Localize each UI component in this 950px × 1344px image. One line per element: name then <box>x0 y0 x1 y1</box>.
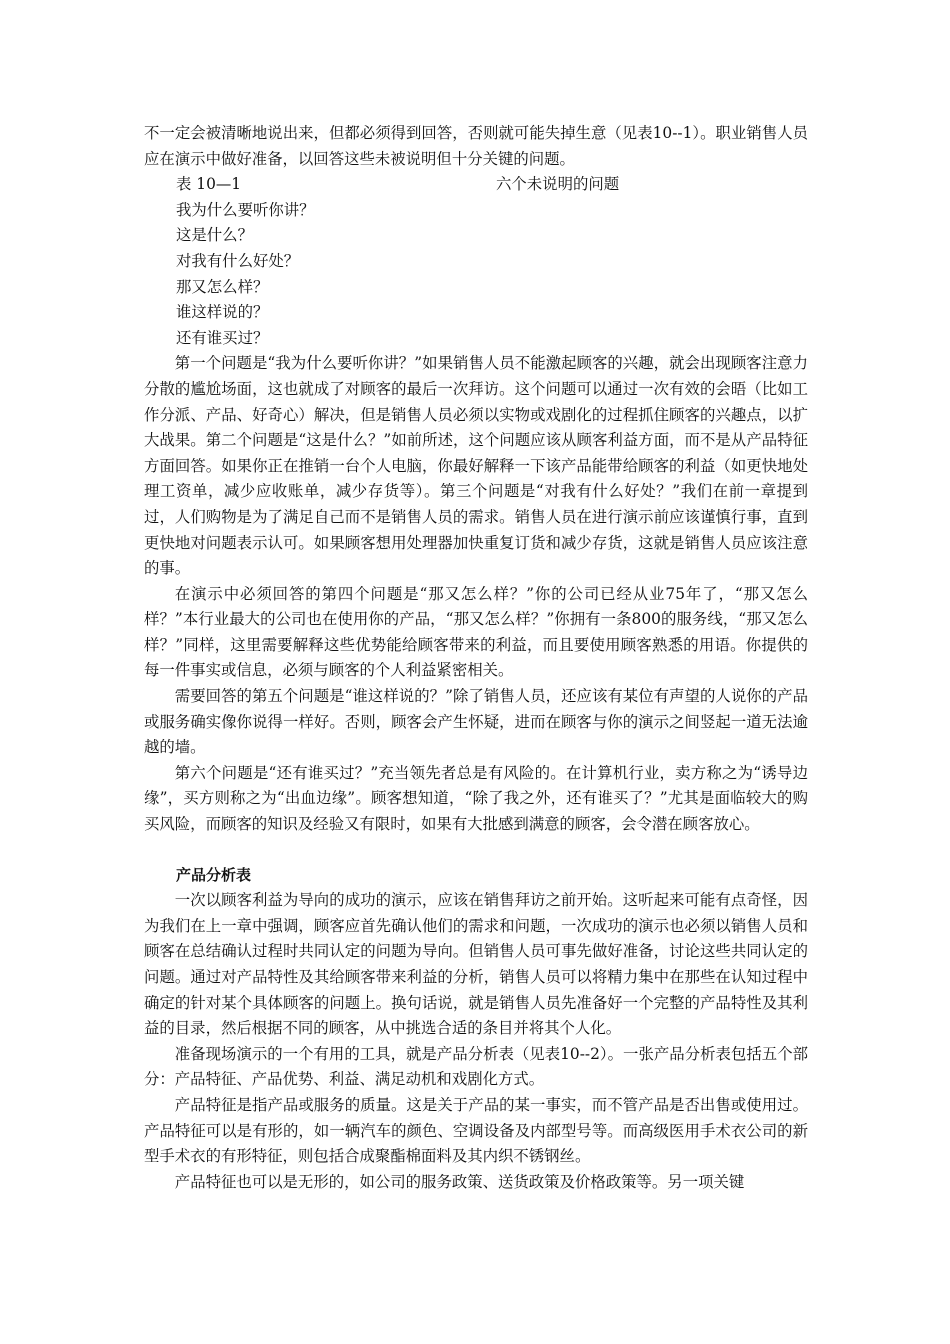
paragraph: 产品特征也可以是无形的，如公司的服务政策、送货政策及价格政策等。另一项关键 <box>174 1172 745 1191</box>
question-list <box>144 198 808 352</box>
list-item: 我为什么要听你讲？ <box>176 200 315 219</box>
table-number: 表 10—1 <box>176 175 242 194</box>
table-caption <box>144 172 808 198</box>
document-page <box>144 121 808 1195</box>
paragraph: 准备现场演示的一个有用的工具，就是产品分析表（见表10--2）。一张产品分析表包括五个部分：产品特征、产品优势、利益、满足动机和戏剧化方式。 <box>144 1044 808 1089</box>
list-item: 那又怎么样？ <box>176 277 269 296</box>
table-title: 六个未说明的问题 <box>496 175 620 194</box>
list-item: 谁这样说的？ <box>176 303 269 322</box>
section-heading: 产品分析表 <box>176 865 252 884</box>
paragraph: 需要回答的第五个问题是“谁这样说的？”除了销售人员，还应该有某位有声望的人说你的产品或服务确实像你说得一样好。否则，顾客会产生怀疑，进而在顾客与你的演示之间竖起一道无法逾越的墙。 <box>144 687 808 757</box>
paragraph: 在演示中必须回答的第四个问题是“那又怎么样？”你的公司已经从业75年了，“那又怎么样？”本行业最大的公司也在使用你的产品，“那又怎么样？”你拥有一条800的服务线，“那又怎么样？”同样，这里需要解释这些优势能给顾客带来的利益，而且要使用顾客熟悉的用语。你提供的每一件事实或信息，必须与顾客的个人利益紧密相关。 <box>144 584 808 680</box>
paragraph: 第一个问题是“我为什么要听你讲？”如果销售人员不能激起顾客的兴趣，就会出现顾客注意力分散的尴尬场面，这也就成了对顾客的最后一次拜访。这个问题可以通过一次有效的会晤（比如工作分派、产品、好奇心）解决，但是销售人员必须以实物或戏剧化的过程抓住顾客的兴趣点，以扩大战果。第二个问题是“这是什么？”如前所述，这个问题应该从顾客利益方面，而不是从产品特征方面回答。如果你正在推销一台个人电脑，你最好解释一下该产品能带给顾客的利益（如更快地处理工资单，减少应收账单，减少存货等）。第三个问题是“对我有什么好处？”我们在前一章提到过，人们购物是为了满足自己而不是销售人员的需求。销售人员在进行演示前应该谨慎行事，直到更快地对问题表示认可。如果顾客想用处理器加快重复订货和减少存货，这就是销售人员应该注意的事。 <box>144 354 808 578</box>
list-item: 这是什么？ <box>176 226 253 245</box>
paragraph: 第六个问题是“还有谁买过？”充当领先者总是有风险的。在计算机行业，卖方称之为“诱导边缘”，买方则称之为“出血边缘”。顾客想知道，“除了我之外，还有谁买了？”尤其是面临较大的购买风险，而顾客的知识及经验又有限时，如果有大批感到满意的顾客，会令潜在顾客放心。 <box>144 763 808 834</box>
list-item: 对我有什么好处？ <box>176 251 300 270</box>
list-item: 还有谁买过？ <box>176 328 269 347</box>
paragraph: 产品特征是指产品或服务的质量。这是关于产品的某一事实，而不管产品是否出售或使用过。产品特征可以是有形的，如一辆汽车的颜色、空调设备及内部型号等。而高级医用手术衣公司的新型手术衣的有形特征，则包括合成聚酯棉面料及其内织不锈钢丝。 <box>144 1095 808 1166</box>
paragraph: 一次以顾客利益为导向的成功的演示，应该在销售拜访之前开始。这听起来可能有点奇怪，因为我们在上一章中强调，顾客应首先确认他们的需求和问题，一次成功的演示也必须以销售人员和顾客在总结确认过程时共同认定的问题为导向。但销售人员可事先做好准备，讨论这些共同认定的问题。通过对产品特性及其给顾客带来利益的分析，销售人员可以将精力集中在那些在认知过程中确定的针对某个具体顾客的问题上。换句话说，就是销售人员先准备好一个完整的产品特性及其利益的目录，然后根据不同的顾客，从中挑选合适的条目并将其个人化。 <box>144 891 808 1038</box>
intro-paragraph: 不一定会被清晰地说出来，但都必须得到回答，否则就可能失掉生意（见表10--1）。职业销售人员应在演示中做好准备，以回答这些未被说明但十分关键的问题。 <box>144 124 808 168</box>
